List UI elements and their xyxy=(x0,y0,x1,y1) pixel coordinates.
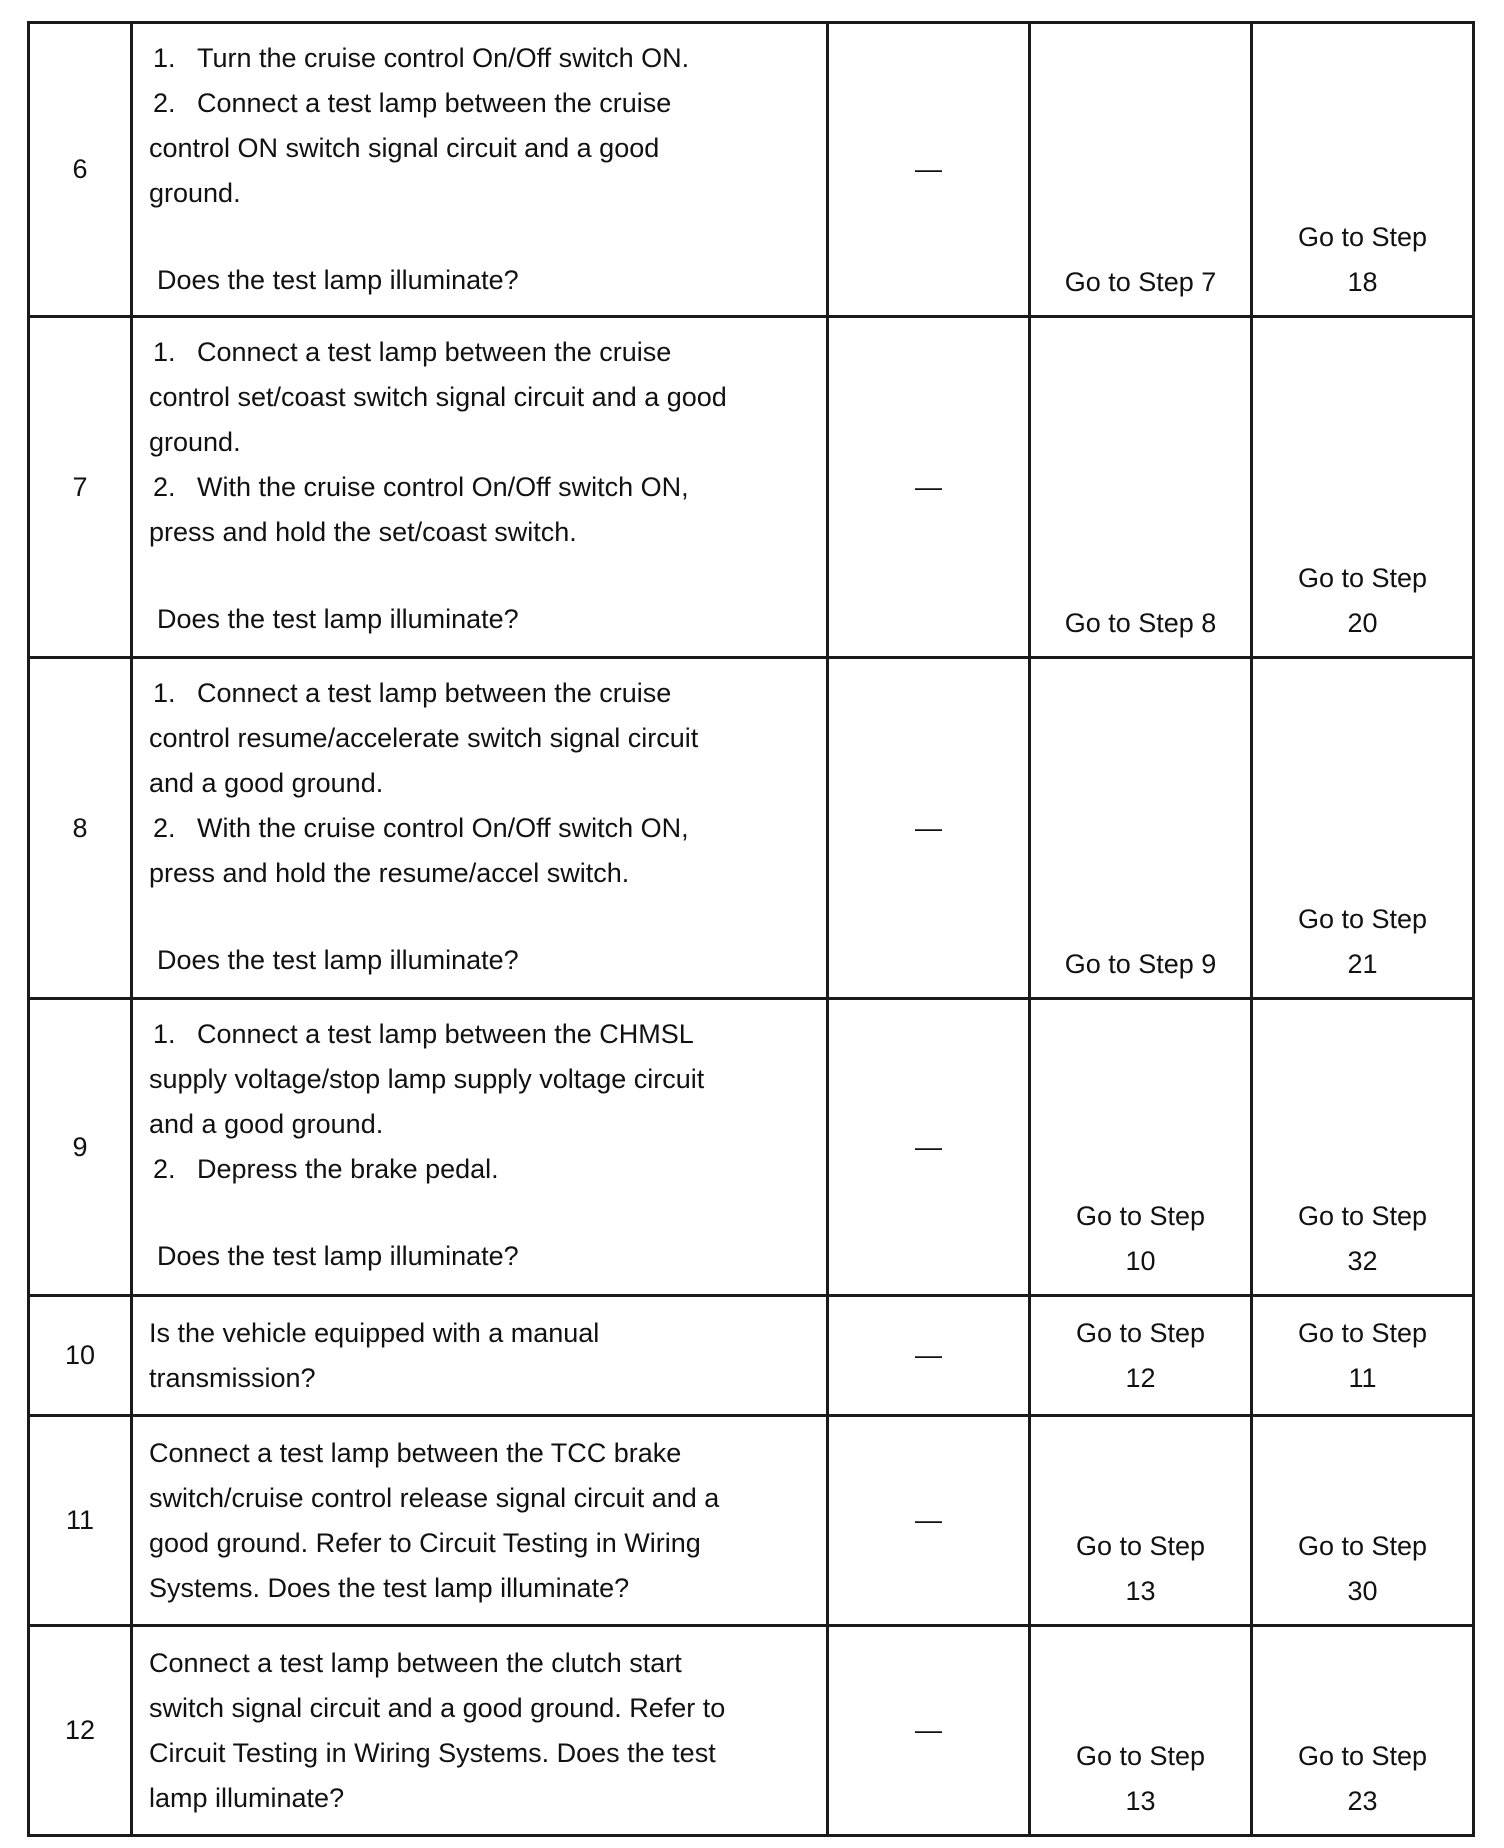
action-line: good ground. Refer to Circuit Testing in Wiring xyxy=(149,1527,701,1558)
table-row xyxy=(29,317,1474,658)
action-line: 1. Turn the cruise control On/Off switch ON. xyxy=(153,43,690,73)
action-line: Connect a test lamp between the TCC brake xyxy=(149,1437,682,1468)
table-row xyxy=(29,658,1474,999)
yes-cell: Go to Step 8 xyxy=(1030,317,1252,658)
question-text: Does the test lamp illuminate? xyxy=(157,604,519,634)
diagnostic-table xyxy=(27,21,1475,1837)
yes-cell: Go to Step 9 xyxy=(1030,658,1252,999)
value-cell: — xyxy=(828,1626,1030,1836)
action-line: ground. xyxy=(149,178,241,208)
action-line: 1. Connect a test lamp between the cruise xyxy=(153,678,672,708)
action-line: 2. With the cruise control On/Off switch ON, xyxy=(153,813,689,843)
no-cell: Go to Step 20 xyxy=(1252,317,1474,658)
no-cell: Go to Step 21 xyxy=(1252,658,1474,999)
action-line: Circuit Testing in Wiring Systems. Does the test xyxy=(149,1737,716,1768)
action-line: press and hold the resume/accel switch. xyxy=(149,858,630,888)
action-line: Systems. Does the test lamp illuminate? xyxy=(149,1572,630,1603)
step-number: 8 xyxy=(29,658,132,999)
question-text: Does the test lamp illuminate? xyxy=(157,265,519,295)
action-line: 1. Connect a test lamp between the CHMSL xyxy=(153,1019,694,1049)
action-line: 1. Connect a test lamp between the cruise xyxy=(153,337,672,367)
action-line: control set/coast switch signal circuit and a good xyxy=(149,382,727,412)
action-cell xyxy=(132,317,828,658)
no-cell: Go to Step 18 xyxy=(1252,23,1474,317)
action-line: control ON switch signal circuit and a good xyxy=(149,133,660,163)
value-cell: — xyxy=(828,317,1030,658)
action-line: 2. With the cruise control On/Off switch ON, xyxy=(153,472,689,502)
action-cell xyxy=(132,999,828,1296)
value-cell: — xyxy=(828,1416,1030,1626)
table-row xyxy=(29,1626,1474,1836)
action-line: supply voltage/stop lamp supply voltage circuit xyxy=(149,1064,705,1094)
action-line: switch/cruise control release signal circuit and a xyxy=(149,1482,720,1513)
no-cell: Go to Step 11 xyxy=(1252,1296,1474,1416)
question-text: Does the test lamp illuminate? xyxy=(157,945,519,975)
action-line: Connect a test lamp between the clutch start xyxy=(149,1647,682,1678)
action-line: ground. xyxy=(149,427,241,457)
action-line: switch signal circuit and a good ground. Refer to xyxy=(149,1692,726,1723)
step-number: 7 xyxy=(29,317,132,658)
action-line: transmission? xyxy=(149,1362,316,1393)
action-cell xyxy=(132,1296,828,1416)
action-line: press and hold the set/coast switch. xyxy=(149,517,577,547)
step-number: 9 xyxy=(29,999,132,1296)
action-line: Is the vehicle equipped with a manual xyxy=(149,1317,600,1348)
yes-cell: Go to Step 10 xyxy=(1030,999,1252,1296)
action-line: 2. Connect a test lamp between the cruise xyxy=(153,88,672,118)
value-cell: — xyxy=(828,23,1030,317)
value-cell: — xyxy=(828,999,1030,1296)
table-row xyxy=(29,1296,1474,1416)
action-cell xyxy=(132,658,828,999)
no-cell: Go to Step 32 xyxy=(1252,999,1474,1296)
action-cell xyxy=(132,1416,828,1626)
yes-cell: Go to Step 13 xyxy=(1030,1626,1252,1836)
step-number: 10 xyxy=(29,1296,132,1416)
action-line: 2. Depress the brake pedal. xyxy=(153,1154,499,1184)
yes-cell: Go to Step 7 xyxy=(1030,23,1252,317)
action-line: and a good ground. xyxy=(149,768,384,798)
yes-cell: Go to Step 12 xyxy=(1030,1296,1252,1416)
value-cell: — xyxy=(828,658,1030,999)
step-number: 11 xyxy=(29,1416,132,1626)
action-line: lamp illuminate? xyxy=(149,1782,345,1813)
action-line: and a good ground. xyxy=(149,1109,384,1139)
no-cell: Go to Step 23 xyxy=(1252,1626,1474,1836)
table-row xyxy=(29,999,1474,1296)
question-text: Does the test lamp illuminate? xyxy=(157,1241,519,1271)
step-number: 12 xyxy=(29,1626,132,1836)
action-line: control resume/accelerate switch signal circuit xyxy=(149,723,699,753)
table-row xyxy=(29,23,1474,317)
value-cell: — xyxy=(828,1296,1030,1416)
action-cell xyxy=(132,23,828,317)
table-row xyxy=(29,1416,1474,1626)
no-cell: Go to Step 30 xyxy=(1252,1416,1474,1626)
action-cell xyxy=(132,1626,828,1836)
step-number: 6 xyxy=(29,23,132,317)
yes-cell: Go to Step 13 xyxy=(1030,1416,1252,1626)
